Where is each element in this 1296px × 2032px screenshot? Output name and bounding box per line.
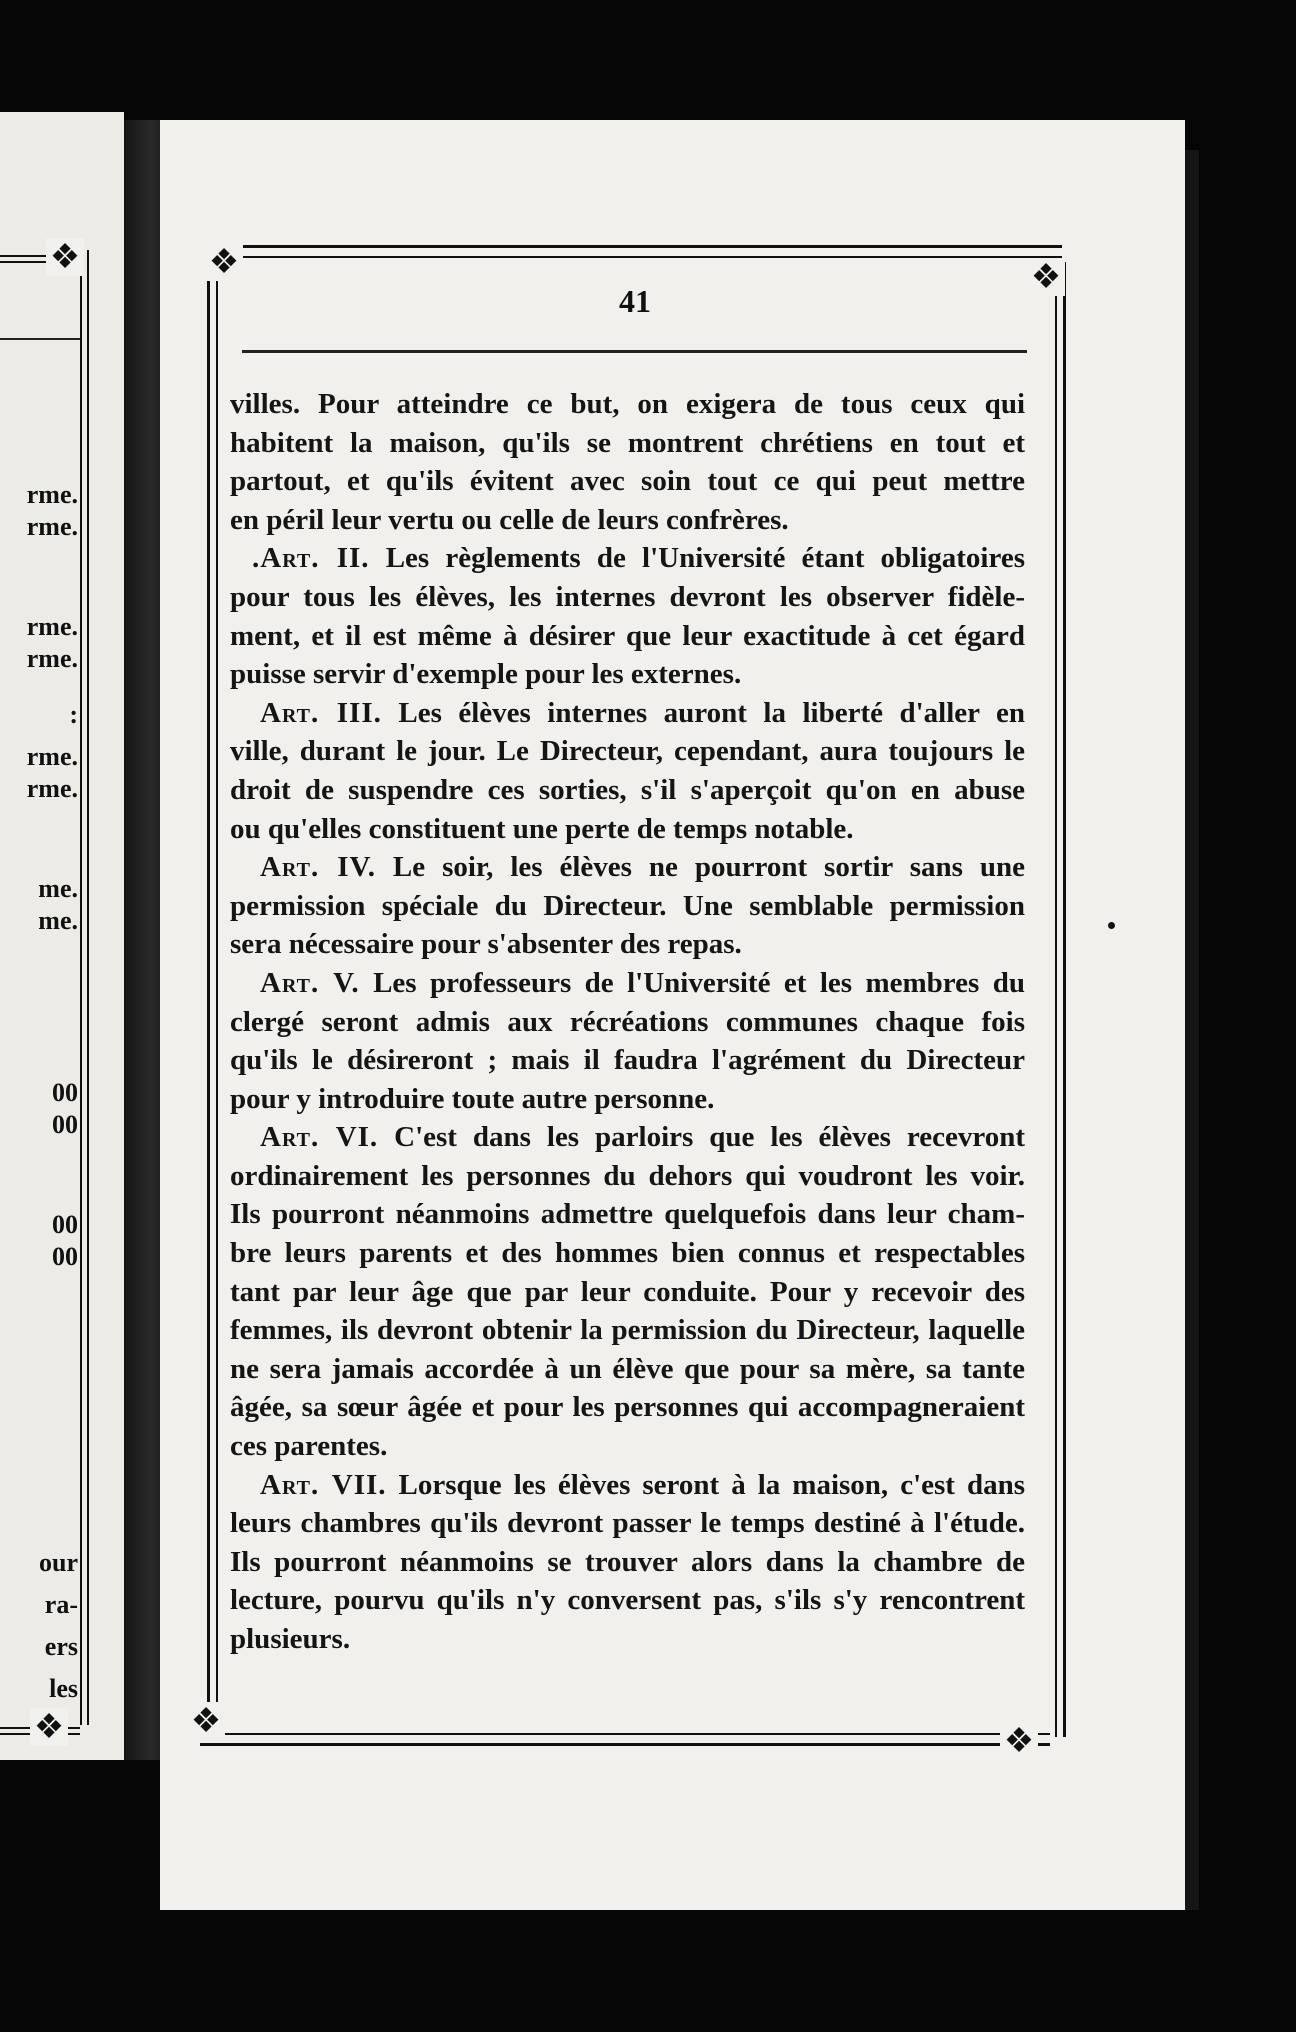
page-edge-shadow: [1185, 150, 1199, 1910]
article-first-line: [230, 1118, 1025, 1157]
text-line: permission spéciale du Directeur. Une semblable permission: [230, 889, 1025, 922]
text-line: ne sera jamais accordée à un élève que pour sa mère, sa tante: [230, 1352, 1025, 1385]
previous-page-text: 00: [52, 1078, 78, 1107]
text-line: bre leurs parents et des hommes bien connus et respectables: [230, 1237, 1025, 1270]
frame-border-left: [207, 250, 218, 1740]
article-text: Le soir, les élèves ne pourront sortir sans une: [375, 851, 1026, 884]
text-line: lecture, pourvu qu'ils n'y conversent pas, s'ils s'y rencontrent: [230, 1584, 1025, 1617]
previous-page-frame-right: [80, 250, 89, 1725]
previous-page-text: ers: [44, 1632, 78, 1661]
frame-border-top: [212, 245, 1062, 258]
text-line: âgée, sa sœur âgée et pour les personnes qui accompagneraient: [230, 1391, 1025, 1424]
text-line: villes. Pour atteindre ce but, on exigera de tous ceux qui: [230, 388, 1025, 420]
text-line: ou qu'elles constituent une perte de temps notable.: [230, 812, 854, 845]
text-line: habitent la maison, qu'ils se montrent chrétiens en tout et: [230, 426, 1025, 459]
article-text: Les élèves internes auront la liberté d'aller en: [381, 696, 1025, 729]
previous-page-text: rme.: [26, 742, 78, 771]
previous-page-text: me.: [38, 906, 78, 935]
header-rule: [242, 350, 1027, 353]
text-line: pour y introduire toute autre personne.: [230, 1082, 715, 1115]
article-first-line: [230, 1466, 1025, 1505]
text-line: ment, et il est même à désirer que leur exactitude à cet égard: [230, 619, 1025, 652]
previous-page-text: les: [49, 1674, 78, 1703]
text-line: tant par leur âge que par leur conduite. Pour y recevoir des: [230, 1275, 1025, 1308]
page-number: 41: [619, 283, 651, 319]
article-label: Art. IV.: [260, 851, 376, 884]
previous-page-text: 00: [52, 1242, 78, 1271]
article-label: .Art. II.: [252, 542, 370, 575]
previous-page-fragment: [0, 112, 124, 1760]
text-line: partout, et qu'ils évitent avec soin tout ce qui peut mettre: [230, 465, 1025, 498]
ink-speck: [1108, 922, 1115, 929]
previous-page-ornament-bottom: ❖: [30, 1708, 68, 1746]
ornament-top-right: ❖: [1027, 258, 1065, 296]
text-line: puisse servir d'exemple pour les externes.: [230, 658, 742, 691]
previous-page-text: :: [69, 700, 78, 729]
frame-border-bottom: [200, 1733, 1050, 1746]
previous-page-text: 00: [52, 1210, 78, 1239]
previous-page-text: our: [39, 1548, 78, 1577]
previous-page-header-rule: [0, 338, 80, 340]
article-text: C'est dans les parloirs que les élèves recevront: [378, 1121, 1025, 1154]
text-line: clergé seront admis aux récréations communes chaque fois: [230, 1005, 1025, 1038]
text-line: qu'ils le désireront ; mais il faudra l'agrément du Directeur: [230, 1044, 1025, 1077]
previous-page-text: rme.: [26, 774, 78, 803]
ornament-bottom-right: ❖: [1000, 1722, 1038, 1760]
previous-page-text: rme.: [26, 480, 78, 509]
text-line: femmes, ils devront obtenir la permission du Directeur, laquelle: [230, 1314, 1025, 1347]
text-line: droit de suspendre ces sorties, s'il s'aperçoit qu'on en abuse: [230, 773, 1025, 806]
previous-page-ornament-top: ❖: [46, 238, 84, 276]
article-first-line: [230, 848, 1025, 887]
article-first-line: [230, 694, 1025, 733]
page-body: [230, 385, 1025, 1659]
article-text: Les professeurs de l'Université et les membres du: [359, 966, 1025, 999]
previous-page-text: rme.: [26, 644, 78, 673]
ornament-top-left: ❖: [205, 243, 243, 281]
article-label: Art. VII.: [260, 1468, 387, 1501]
previous-page-text: me.: [38, 874, 78, 903]
book-gutter: [124, 120, 164, 1760]
frame-border-right: [1055, 262, 1066, 1737]
text-line: Ils pourront néanmoins se trouver alors dans la chambre de: [230, 1545, 1025, 1578]
text-line: en péril leur vertu ou celle de leurs confrères.: [230, 503, 789, 536]
text-line: pour tous les élèves, les internes devront les observer fidèle-: [230, 580, 1025, 613]
previous-page-text: rme.: [26, 612, 78, 641]
article-first-line: [230, 539, 1025, 578]
article-label: Art. III.: [260, 696, 382, 729]
article-label: Art. V.: [260, 966, 360, 999]
text-line: plusieurs.: [230, 1623, 351, 1655]
article-text: Les règlements de l'Université étant obligatoires: [369, 542, 1025, 575]
ornament-bottom-left: ❖: [187, 1702, 225, 1740]
text-line: leurs chambres qu'ils devront passer le temps destiné à l'étude.: [230, 1507, 1025, 1540]
article-label: Art. VI.: [260, 1121, 379, 1154]
text-line: ces parentes.: [230, 1430, 388, 1463]
article-first-line: [230, 964, 1025, 1003]
previous-page-text: rme.: [26, 512, 78, 541]
text-line: Ils pourront néanmoins admettre quelquefois dans leur cham-: [230, 1198, 1025, 1231]
text-line: ordinairement les personnes du dehors qui voudront les voir.: [230, 1159, 1025, 1192]
article-text: Lorsque les élèves seront à la maison, c'est dans: [386, 1468, 1025, 1501]
text-line: sera nécessaire pour s'absenter des repas.: [230, 928, 742, 961]
previous-page-text: ra-: [44, 1590, 78, 1619]
text-line: ville, durant le jour. Le Directeur, cependant, aura toujours le: [230, 735, 1025, 768]
previous-page-text: 00: [52, 1110, 78, 1139]
